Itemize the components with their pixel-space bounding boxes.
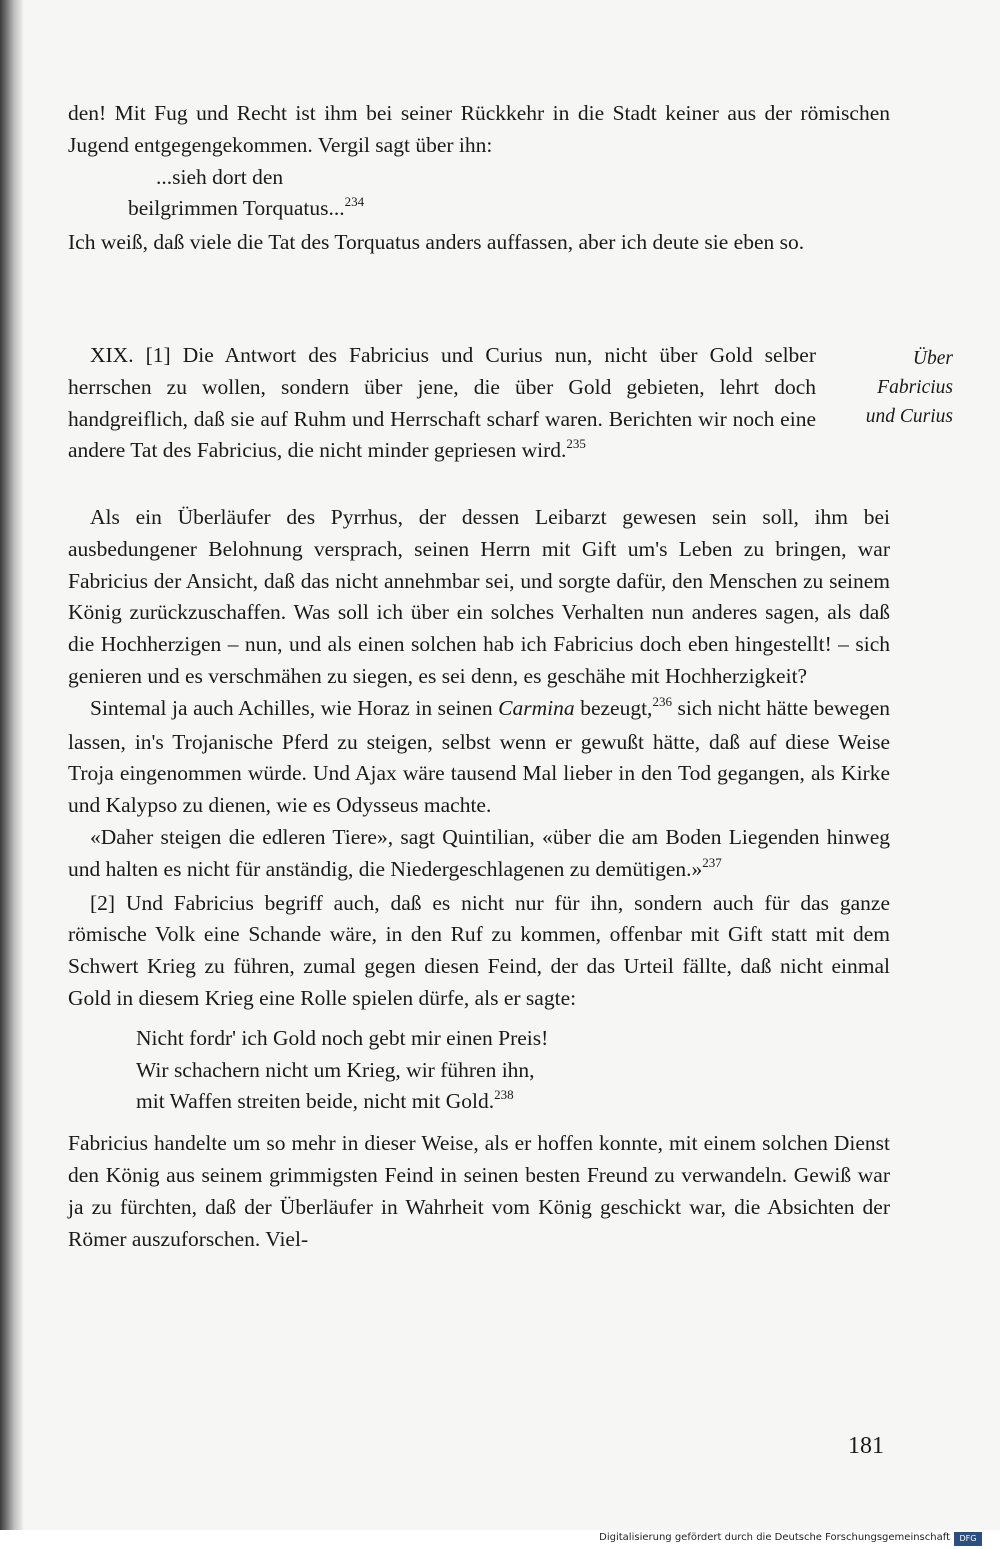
page-number: 181 — [848, 1433, 884, 1459]
margin-note-line: Über — [912, 348, 953, 369]
paragraph-text: bezeugt, — [580, 695, 653, 720]
verse-block-2 — [68, 1023, 890, 1120]
paragraph-xix-1 — [68, 340, 816, 469]
paragraph-xix-5: [2] Und Fabricius begriff auch, daß es nicht nur für ihn, sondern auch für das ganze römische Volk eine Schande wäre, in den Ruf zu kommen, offenbar mit Gift statt mit dem Schwert Krieg zu führen, zumal gegen diesen Feind, der das Urteil fällte, daß nicht einmal Gold in diesem Krieg eine Rolle spielen dürfe, als er sagte: — [68, 890, 890, 1010]
top-text-block — [68, 98, 890, 259]
dfg-logo-icon: DFG — [954, 1532, 982, 1546]
book-binding-shadow — [0, 0, 24, 1530]
paragraph-text: XIX. [1] Die Antwort des Fabricius und Curius nun, nicht über Gold selber herrschen zu wollen, sondern über jene, die über Gold gebieten, lehrt doch handgreiflich, daß sie auf Ruhm und Herrschaft scharf waren. Berichten wir noch eine andere Tat des Fabricius, die nicht minder gepriesen wird. — [68, 343, 816, 463]
verse-line: Wir schachern nicht um Krieg, wir führen ihn, — [136, 1057, 535, 1082]
footnote-ref-235: 235 — [566, 436, 586, 452]
verse-line-text: beilgrimmen Torquatus... — [128, 196, 345, 221]
paragraph-xix-2: Als ein Überläufer des Pyrrhus, der dessen Leibarzt gewesen sein soll, ihm bei ausbedungener Belohnung versprach, seinen Herrn mit Gift um's Leben zu bringen, war Fabricius der Ansicht, daß das nicht annehmbar sei, und sorgte dafür, den Menschen zu seinem König zurückzuschaffen. Was soll ich über ein solches Verhalten nun anderes sagen, als daß die Hochherzigen – nun, und als einen solchen hab ich Fabricius doch eben hingestellt! – sich genieren und es verschmähen zu siegen, es sei denn, es geschähe mit Hochherzigkeit? — [68, 505, 890, 688]
footnote-ref-234: 234 — [344, 194, 365, 210]
paragraph-xix-3 — [68, 693, 890, 822]
paragraph-xix-4 — [68, 822, 890, 888]
verse-line-text: mit Waffen streiten beide, nicht mit Gold. — [136, 1089, 495, 1114]
footnote-ref-236: 236 — [652, 693, 672, 709]
margin-note-line: Fabricius — [877, 377, 953, 398]
paragraph-xix-6: Fabricius handelte um so mehr in dieser Weise, als er hoffen konnte, mit einem solchen Dienst den König aus seinem grimmigsten Feind in seinen besten Freund zu verwandeln. Gewiß war ja zu fürchten, daß der Überläufer in Wahrheit vom König geschickt war, die Absichten der Römer auszuforschen. Viel- — [68, 1131, 890, 1251]
section-xix-body — [68, 502, 890, 1255]
footnote-ref-238: 238 — [494, 1087, 514, 1103]
paragraph-continuation: den! Mit Fug und Recht ist ihm bei seiner Rückkehr in die Stadt keiner aus der römischen Jugend entgegengekommen. Vergil sagt über ihn: — [68, 101, 890, 157]
section-xix-intro — [68, 340, 816, 469]
paragraph-text: «Daher steigen die edleren Tiere», sagt Quintilian, «über die am Boden Liegenden hinweg und halten es nicht für anständig, die Niedergeschlagenen zu demütigen.» — [68, 824, 890, 881]
margin-note-line: und Curius — [865, 406, 953, 427]
verse-line — [136, 1086, 890, 1120]
verse-line: ...sieh dort den — [156, 164, 284, 189]
paragraph-text: sich nicht hätte bewegen lassen, in's Trojanische Pferd zu steigen, selbst wenn er gewußt hätte, daß auf diese Weise Troja eingenommen würde. Und Ajax wäre tausend Mal lieber in den Tod gegangen, als Kirke und Kalypso zu dienen, wie es Odysseus machte. — [68, 695, 891, 818]
paragraph-text: Sintemal ja auch Achilles, wie Horaz in seinen — [90, 695, 493, 720]
verse-line — [128, 193, 890, 227]
footnote-ref-237: 237 — [702, 854, 722, 870]
paragraph-after-verse: Ich weiß, daß viele die Tat des Torquatus anders auffassen, aber ich deute sie eben so. — [68, 230, 805, 255]
digitization-footer — [0, 1530, 1000, 1549]
verse-line: Nicht fordr' ich Gold noch gebt mir einen Preis! — [136, 1025, 549, 1050]
margin-note — [843, 344, 953, 431]
footer-credit: Digitalisierung gefördert durch die Deutsche Forschungsgemeinschaft — [599, 1532, 950, 1543]
italic-title: Carmina — [498, 695, 575, 720]
verse-block-1 — [68, 162, 890, 228]
